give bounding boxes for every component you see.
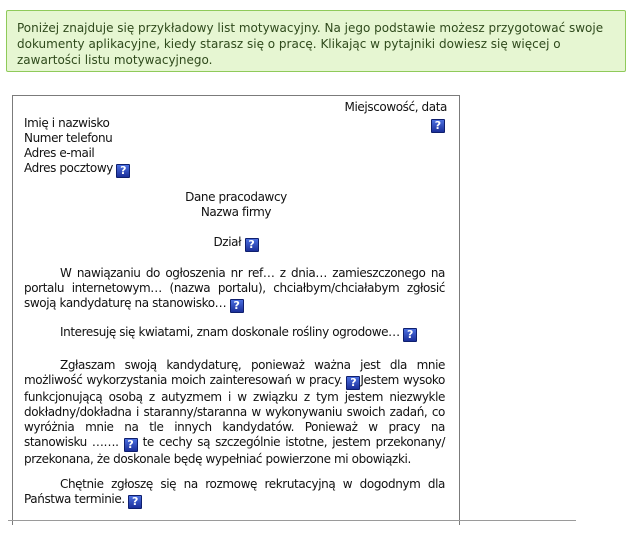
paragraph-interests [24, 325, 445, 342]
paragraph-motivation-text-c: te cechy są szczególnie istotne, jestem przekonany/ przekonana, że doskonale będę wypełniać powierzone mi obowiązki. [24, 435, 445, 466]
paragraph-interview [24, 477, 445, 509]
employer-title: Dane pracodawcy [185, 190, 287, 204]
info-banner [6, 10, 626, 72]
question-mark-icon[interactable]: ? [124, 438, 138, 452]
info-text: Poniżej znajduje się przykładowy list motywacyjny. Na jego podstawie możesz przygotować swoje dokumenty aplikacyjne, kiedy starasz się o pracę. Klikając w pytajniki dowiesz się więcej o zawartości listu motywacyjnego. [17, 21, 604, 67]
sender-phone: Numer telefonu [24, 131, 113, 145]
paragraph-reference [24, 266, 445, 313]
page-divider [8, 520, 576, 521]
paragraph-motivation-text-b: Jestem wysoko funkcjonującą osobą z autyzmem i w związku z tym jestem niezwykle dokładny/dokładna i staranny/staranna w wykonywaniu swoich zadań, co wyróżnia mnie na tle innych kandydatów. Ponieważ w pracy na stanowisku ……. [24, 373, 445, 449]
question-mark-icon[interactable]: ? [346, 376, 360, 390]
paragraph-motivation [24, 358, 445, 467]
cover-letter [12, 95, 460, 525]
question-mark-icon[interactable]: ? [116, 164, 130, 178]
sender-name: Imię i nazwisko [24, 116, 110, 130]
sender-email: Adres e-mail [24, 146, 95, 160]
place-date: Miejscowość, data [344, 100, 447, 114]
paragraph-reference-text: W nawiązaniu do ogłoszenia nr ref… z dnia… zamieszczonego na portalu internetowym… (nazwa portalu), chciałbym/chciałabym zgłosić swoją kandydaturę na stanowisko… [24, 266, 445, 310]
question-mark-icon[interactable]: ? [245, 238, 259, 252]
question-mark-icon[interactable]: ? [431, 119, 445, 133]
sender-address: Adres pocztowy [24, 161, 113, 175]
company-name: Nazwa firmy [200, 205, 272, 219]
department: Dział [213, 235, 242, 249]
question-mark-icon[interactable]: ? [128, 495, 142, 509]
question-mark-icon[interactable]: ? [403, 328, 417, 342]
paragraph-motivation-text-a: Zgłaszam swoją kandydaturę, ponieważ ważna jest dla mnie możliwość wykorzystania moich zainteresowań w pracy. [24, 358, 445, 387]
question-mark-icon[interactable]: ? [230, 299, 244, 313]
paragraph-interests-text: Interesuję się kwiatami, znam doskonale rośliny ogrodowe… [60, 325, 400, 339]
paragraph-interview-text: Chętnie zgłoszę się na rozmowę rekrutacyjną w dogodnym dla Państwa terminie. [24, 477, 445, 506]
